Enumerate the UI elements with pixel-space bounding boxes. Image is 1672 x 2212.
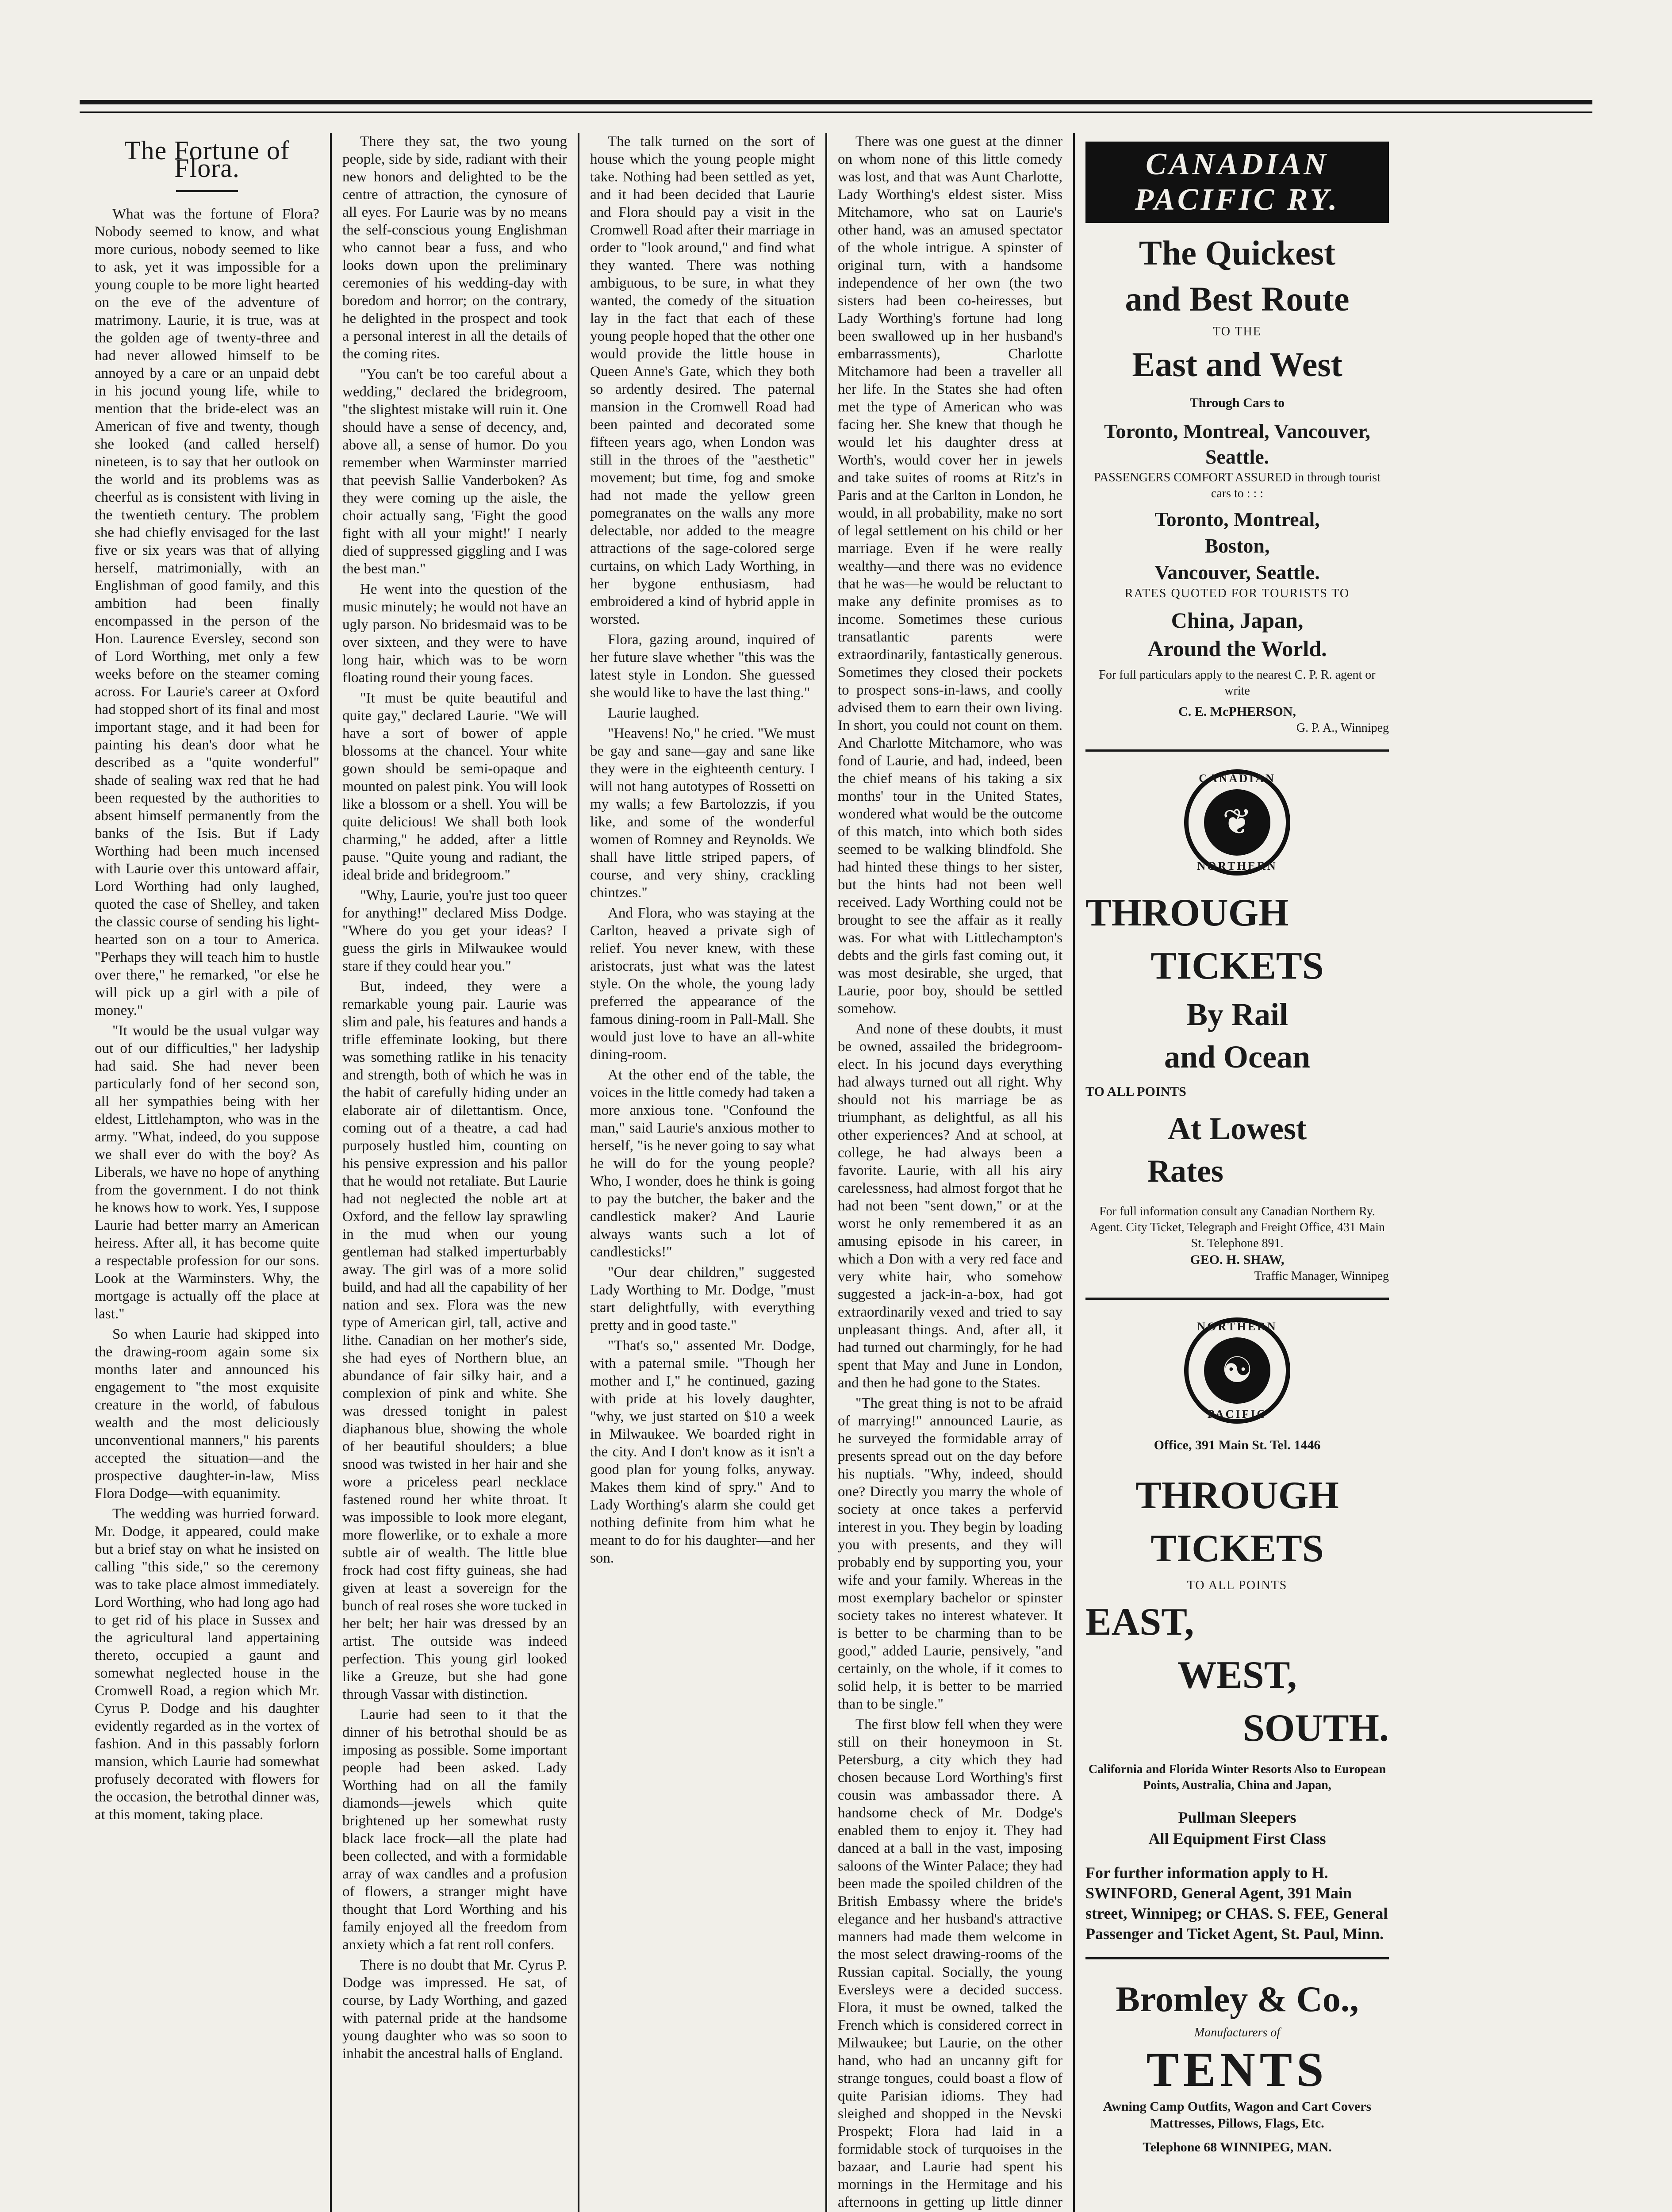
- cnr-tickets: TICKETS: [1150, 945, 1324, 987]
- article-paragraph: But, indeed, they were a remarkable young pair. Laurie was slim and pale, his features and hands a trifle effeminate looking, but there was something ratlike in his tenacity and strength, both of which he was in the habit of carefully hiding under an elaborate air of dilettantism. Once, coming out of a theatre, a cad had purposely hustled him, counting on his pensive expression and his pallor that he would not retaliate. But Laurie had not neglected the noble art at Oxford, and the fellow lay sprawling in the mud when our young gentleman had stalked imperturbably away. The girl was of a more solid build, and had all the capability of her nation and sex. Flora was the new type of American girl, tall, active and lithe. Canadian on her mother's side, she had eyes of Northern blue, an abundance of fair silky hair, and a complexion of pink and white. She was dressed tonight in palest diaphanous blue, showing the whole of her beautiful shoulders; a blue snood was twisted in her hair and she wore a priceless pearl necklace fastened round her white throat. It was impossible to look more elegant, more flowerlike, or to exhale a more subtle air of wealth. The little blue frock had cost fifty guineas, she had given at least a sovereign for the bunch of real roses she wore tucked in her belt; her hair was dressed by an artist. The outside was indeed perfection. This young girl looked like a Greuze, but she had gone through Vassar with distinction.: [342, 979, 567, 1702]
- article-paragraph: "Why, Laurie, you're just too queer for anything!" declared Miss Dodge. "Where do you get your ideas? I guess the girls in Milwaukee would stare if they could hear you.": [342, 887, 567, 974]
- article-paragraph: "You can't be too careful about a wedding," declared the bridegroom, "the slightest mistake will ruin it. One should have a sense of decency, and, above all, a sense of humor. Do you remember when Warminster married that peevish Sallie Vanderboken? As they were coming up the aisle, the choir actually sang, 'Fight the good fight with all your might!' I nearly died of suppressed giggling and I was the best man.": [342, 366, 567, 577]
- article-paragraph: The wedding was hurried forward. Mr. Dodge, it appeared, could make but a brief stay on what he insisted on calling "this side," so the ceremony was to take place almost immediately. Lord Worthing, who had long ago had to get rid of his place in Sussex and the agricultural land appertaining thereto, occupied a gaunt and somewhat neglected house in the Cromwell Road, a region which Mr. Cyrus P. Dodge and his daughter evidently regarded as in the vortex of fashion. And in this passably forlorn mansion, which Laurie had somewhat profusely decorated with flowers for the occasion, the betrothal dinner was, at this moment, taking place.: [95, 1506, 319, 1823]
- cnr-by-rail: By Rail: [1186, 997, 1289, 1032]
- cpr-advertisement: [1085, 133, 1389, 752]
- cnr-and-ocean: and Ocean: [1164, 1039, 1311, 1075]
- bromley-products: Awning Camp Outfits, Wagon and Cart Covers Mattresses, Pillows, Flags, Etc.: [1103, 2099, 1372, 2131]
- np-east: EAST,: [1085, 1601, 1194, 1644]
- cnr-through: THROUGH: [1085, 891, 1289, 934]
- cpr-cities-1: Toronto, Montreal, Vancouver, Seattle.: [1104, 420, 1370, 468]
- cnr-logo-bottom: NORTHERN: [1197, 860, 1277, 872]
- article-paragraph: Flora, gazing around, inquired of her future slave whether "this was the latest style in London. She guessed she would like to have the last thing.": [590, 632, 815, 701]
- article-paragraph: There is no doubt that Mr. Cyrus P. Dodge was impressed. He sat, of course, by Lady Worthing, and gazed with paternal pride at the handsome young daughter who was so soon to inhabit the ancestral halls of England.: [342, 1957, 567, 2062]
- bromley-advertisement: [1085, 1959, 1389, 2169]
- article-paragraph: So when Laurie had skipped into the drawing-room again some six months later and announced his engagement to "the most exquisite creature in the world, of fabulous wealth and the most deliciously unconventional manners," his parents accepted the situation—and the prospective daughter-in-law, Miss Flora Dodge—with equanimity.: [95, 1326, 319, 1502]
- advertisement-column: [1075, 133, 1389, 2212]
- cnr-logo-top: CANADIAN: [1199, 772, 1276, 785]
- top-rule: [80, 100, 1592, 104]
- cpr-banner: CANADIAN PACIFIC RY.: [1085, 142, 1389, 223]
- bromley-manufacturers: Manufacturers of: [1194, 2026, 1281, 2039]
- article-paragraph: At the other end of the table, the voices in the little comedy had taken a more anxious tone. "Confound the man," said Laurie's anxious mother to herself, "is he never going to say what he will do for the young people? Who, I wonder, does he think is going to pay the butcher, the baker and the candlestick maker? And Laurie always wants such a lot of candlesticks!": [590, 1067, 815, 1260]
- yin-yang-icon: ☯: [1204, 1337, 1270, 1404]
- article-paragraph: Laurie laughed.: [608, 705, 700, 721]
- cpr-agent-title: G. P. A., Winnipeg: [1296, 721, 1389, 735]
- article-column-2: [332, 133, 579, 2212]
- cpr-through-cars: Through Cars to: [1189, 396, 1285, 410]
- np-advertisement: [1085, 1300, 1389, 1959]
- cpr-world: Around the World.: [1147, 636, 1327, 661]
- np-office: Office, 391 Main St. Tel. 1446: [1154, 1438, 1321, 1452]
- np-south: SOUTH.: [1242, 1707, 1389, 1750]
- np-to-all-points: TO ALL POINTS: [1187, 1578, 1288, 1592]
- article-paragraph: Laurie had seen to it that the dinner of his betrothal should be as imposing as possible. Some important people had been asked. Lady Worthing had on all the family diamonds—jewels which quite brightened up her somewhat rusty black lace frock—all the plate had been collected, and with a formidable array of wax candles and a profusion of flowers, a stranger might have thought that Lord Worthing and his family enjoyed all the freedom from anxiety which a fat rent roll confers.: [342, 1707, 567, 1953]
- article-paragraph: The talk turned on the sort of house which the young people might take. Nothing had been settled as yet, and it had been decided that Laurie and Flora should pay a visit in the Cromwell Road after their marriage in order to "look around," and find what they wanted. There was nothing ambiguous, to be sure, in what they wanted, the comedy of the situation lay in the fact that each of these young people hoped that the other one would provide the little house in Queen Anne's Gate, which they both so ardently desired. The paternal mansion in the Cromwell Road had been painted and decorated some fifteen years ago, when London was still in the throes of the "aesthetic" movement; but time, fog and smoke had not made the yellow green pomegranates on the walls any more delectable, nor added to the meagre attractions of the sage-colored serge curtains, on which Lady Worthing, in her bygone enthusiasm, had embroidered a kind of hybrid apple in worsted.: [590, 134, 815, 627]
- cnr-advertisement: [1085, 752, 1389, 1300]
- article-paragraph: What was the fortune of Flora? Nobody seemed to know, and what more curious, nobody seemed to like to ask, yet it was impossible for a young couple to be more light hearted on the eve of the adventure of matrimony. Laurie, it is true, was at the golden age of twenty-three and had never allowed himself to be annoyed by a care or an unpaid debt in his jocund young life, while to mention that the bride-elect was an American of five and twenty, though she looked (and called herself) nineteen, is to say that her outlook on the world and its problems was as cheerful as is consistent with living in the twentieth century. The problem she had chiefly envisaged for the last five or six years was that of allying herself, matrimonially, with an Englishman of good family, and this ambition had been finally encompassed in the person of the Hon. Laurence Eversley, second son of Lord Worthing, met only a few weeks before on the steamer coming across. For Laurie's career at Oxford had stopped short of its final and most important stage, and it had been for painting his dean's door what he described as a "quite wonderful" shade of sealing wax red that he had been requested by the authorities to absent himself permanently from the banks of the Isis. But if Lady Worthing had been much incensed with Laurie over this untoward affair, Lord Worthing had only laughed, quoted the case of Shelley, and taken the classic course of sending his light-hearted son on a tour to America. "Perhaps they will teach him to hustle over there," he remarked, "or else he will pick up a girl with a pile of money.": [95, 206, 319, 1018]
- cpr-passengers: PASSENGERS COMFORT ASSURED in through tourist cars to : : :: [1094, 471, 1381, 500]
- article-paragraph: He went into the question of the music minutely; he would not have an ugly parson. No bridesmaid was to be over sixteen, and they were to have long hair, which was to be worn floating round their young faces.: [342, 581, 567, 686]
- article-column-1: [84, 133, 332, 2212]
- np-logo-top: NORTHERN: [1197, 1320, 1277, 1333]
- cpr-rates: RATES QUOTED FOR TOURISTS TO: [1124, 587, 1350, 600]
- bromley-name: Bromley & Co.,: [1116, 1979, 1359, 2019]
- np-through: THROUGH: [1135, 1474, 1339, 1517]
- article-column-3: [579, 133, 827, 2212]
- cpr-to-the: TO THE: [1213, 325, 1262, 338]
- article-paragraph: And Flora, who was staying at the Carlton, heaved a private sigh of relief. You never knew, with these aristocrats, just what was the latest style. On the whole, the young lady preferred the appearance of the famous dining-room in Pall-Mall. She would just love to have an all-white dining-room.: [590, 905, 815, 1063]
- article-column-4: [827, 133, 1075, 2212]
- cpr-china: China, Japan,: [1171, 608, 1304, 633]
- canadian-northern-logo: [1184, 769, 1290, 876]
- np-winter-resorts: California and Florida Winter Resorts Also to European Points, Australia, China and Japan,: [1088, 1763, 1386, 1792]
- np-further-info: For further information apply to H. SWINFORD, General Agent, 391 Main street, Winnipeg; or CHAS. S. FEE, General Passenger and Ticket Agent, St. Paul, Minn.: [1085, 1864, 1388, 1943]
- bromley-tents: TENTS: [1146, 2043, 1328, 2097]
- cnr-info: For full information consult any Canadian Northern Ry. Agent. City Ticket, Telegraph and Freight Office, 431 Main St. Telephone 891.: [1089, 1205, 1385, 1250]
- cnr-to-all-points: TO ALL POINTS: [1085, 1084, 1186, 1099]
- cnr-agent-title: Traffic Manager, Winnipeg: [1254, 1269, 1389, 1283]
- cpr-agent-name: C. E. McPHERSON,: [1178, 704, 1296, 719]
- cnr-agent-name: GEO. H. SHAW,: [1190, 1252, 1285, 1267]
- cpr-east-west: East and West: [1132, 345, 1342, 384]
- article-paragraph: "It must be quite beautiful and quite gay," declared Laurie. "We will have a sort of bower of apple blossoms at the chancel. Your white gown should be semi-opaque and mounted on palest pink. You will look like a blossom or a shell. You will be quite delicious! We shall both look charming," he added, after a little pause. "Quite young and radiant, the ideal bride and bridegroom.": [342, 690, 567, 883]
- article-paragraph: There was one guest at the dinner on whom none of this little comedy was lost, and that was Aunt Charlotte, Lady Worthing's eldest sister. Miss Mitchamore, who sat on Laurie's other hand, was an amused spectator of the whole intrigue. A spinster of original turn, with a handsome independence of her own (the two sisters had been co-heiresses, but Lady Worthing's fortune had long been swallowed up in her husband's embarrassments), Charlotte Mitchamore had been a traveller all her life. In the States she had often met the type of American who was facing her. She knew that though he would let his daughter dress at Worth's, would cover her in jewels and take suites of rooms at Ritz's in Paris and at the Carlton in London, he would, in all probability, make no sort of legal settlement on his child or her marriage. Even if he were really wealthy—and there was no evidence that he was—he would be reluctant to make any definite promises as to income. Sometimes these curious transatlantic parents were extraordinarily, fantastically generous. Sometimes they closed their pockets to prospect sons-in-laws, and coolly advised them to earn their own living. In short, you could not count on them. And Charlotte Mitchamore, who was fond of Laurie, and had, indeed, been the chief means of his taking a six months' tour in the United States, wondered what would be the outcome of this match, into which both sides seemed to be walking blindfold. She had hinted these things to her sister, but the hints had not been well received. Lady Worthing could not be brought to see the affair as it really was. For what with Littlechampton's debts and the girls fast coming out, it was most desirable, she urged, that Laurie, poor boy, should be settled somehow.: [838, 134, 1062, 1017]
- cpr-headline-1: The Quickest: [1139, 234, 1336, 272]
- np-tickets: TICKETS: [1150, 1527, 1324, 1570]
- newspaper-page: [84, 133, 1592, 2212]
- maple-leaf-icon: ❦: [1204, 789, 1270, 856]
- article-title: The Fortune of Flora.: [124, 136, 290, 183]
- title-rule: [176, 190, 238, 192]
- np-equipment: All Equipment First Class: [1148, 1830, 1326, 1847]
- article-paragraph: "Our dear children," suggested Lady Worthing to Mr. Dodge, "must start delightfully, with everything pretty and in good taste.": [590, 1264, 815, 1333]
- cnr-rates: Rates: [1147, 1153, 1223, 1189]
- np-west: WEST,: [1177, 1654, 1297, 1697]
- cpr-cities-2b: Boston,: [1204, 534, 1270, 557]
- article-paragraph: The first blow fell when they were still on their honeymoon in St. Petersburg, a city which they had chosen because Lord Worthing's first cousin was ambassador there. A handsome check of Mr. Dodge's enabled them to enjoy it. They had danced at a ball in the vast, imposing saloons of the Winter Palace; they had been made the spoiled children of the British Embassy where the bride's elegance and her husband's attractive manners had made them welcome in the most select drawing-rooms of the Russian capital. Socially, the young Eversleys were a decided success. Flora, it must be owned, talked the French which is considered correct in Milwaukee; but Laurie, on the other hand, who had an uncanny gift for strange tongues, could boast a flow of quite Parisian idioms. They had sleighed and shopped in the Nevski Prospekt; Flora had laid in a formidable stock of turquoises in the bazaar, and Laurie had spent his mornings in the Hermitage and his afternoons in getting up little dinner: [838, 1717, 1062, 2210]
- article-paragraph: And none of these doubts, it must be owned, assailed the bridegroom-elect. In his jocund days everything had always turned out all right. Why should not his marriage be as triumphant, as delightful, as all his other experiences? And at school, at college, he had always been a favorite. Laurie, with all his airy carelessness, had almost forgot that he had not been "sent down," or at the worst he only remembered it as an amusing episode in his career, in which a Don with a very red face and very white hair, who somehow suggested a jack-in-a-box, had got extraordinarily vexed and tried to say unpleasant things. And, after all, it had turned out charmingly, for he had spent that May and June in London, and then he had gone to the States.: [838, 1021, 1062, 1391]
- cpr-cities-2a: Toronto, Montreal,: [1154, 508, 1320, 530]
- northern-pacific-logo: [1184, 1317, 1290, 1424]
- np-pullman: Pullman Sleepers: [1178, 1809, 1296, 1826]
- cnr-at-lowest: At Lowest: [1168, 1111, 1307, 1146]
- bromley-telephone: Telephone 68 WINNIPEG, MAN.: [1143, 2140, 1332, 2154]
- top-rule-thin: [80, 111, 1592, 113]
- article-paragraph: "Heavens! No," he cried. "We must be gay and sane—gay and sane like they were in the eighteenth century. I will not hang autotypes of Rossetti on my walls; a few Bartolozzis, if you like, and some of the wonderful women of Romney and Reynolds. We shall have little striped papers, of course, and very shiny, crackling chintzes.": [590, 726, 815, 901]
- np-logo-bottom: PACIFIC: [1207, 1408, 1267, 1421]
- article-paragraph: There they sat, the two young people, side by side, radiant with their new honors and delighted to be the centre of attraction, the cynosure of all eyes. For Laurie was by no means the self-conscious young Englishman who cannot bear a fuss, and who looks down upon the preliminary ceremonies of his wedding-day with boredom and horror; on the contrary, he delighted in the prospect and took a personal interest in all the details of the coming rites.: [342, 134, 567, 362]
- cpr-headline-2: and Best Route: [1125, 280, 1350, 318]
- cpr-cities-2c: Vancouver, Seattle.: [1154, 561, 1320, 584]
- article-paragraph: "It would be the usual vulgar way out of our difficulties," her ladyship had said. She had never been particularly fond of her second son, all her sympathies being with her eldest, Littlehampton, who was in the army. "What, indeed, do you suppose we shall ever do with the boy? As Liberals, we have no hope of anything from the government. I do not think he knows how to work. Yes, I suppose Laurie had better marry an American heiress. After all, it has become quite a respectable profession for our sons. Look at the Warminsters. Why, the mortgage is actually off the place at last.": [95, 1023, 319, 1322]
- article-paragraph: "The great thing is not to be afraid of marrying!" announced Laurie, as he surveyed the formidable array of presents spread out on the day before his nuptials. "Why, indeed, should one? Directly you marry the whole of society at once takes a perfervid interest in you. They begin by loading you with presents, and they will probably end by supporting you, your wife and your family. Whereas in the most exemplary bachelor or spinster society takes no interest whatever. It is better to be charming than to be good," added Laurie, pensively, "and certainly, on the whole, if it comes to solid help, it is better to be married than to be single.": [838, 1395, 1062, 1712]
- cpr-particulars: For full particulars apply to the nearest C. P. R. agent or write: [1099, 668, 1376, 698]
- article-paragraph: "That's so," assented Mr. Dodge, with a paternal smile. "Though her mother and I," he continued, gazing with pride at his lovely daughter, "why, we just started on $10 a week in Milwaukee. We boarded right in the city. And I don't know as it isn't a good plan for young folks, anyway. Makes them kind of spry." And to Lady Worthing's alarm she could get nothing definite from him what he meant to do for his daughter—and her son.: [590, 1338, 815, 1566]
